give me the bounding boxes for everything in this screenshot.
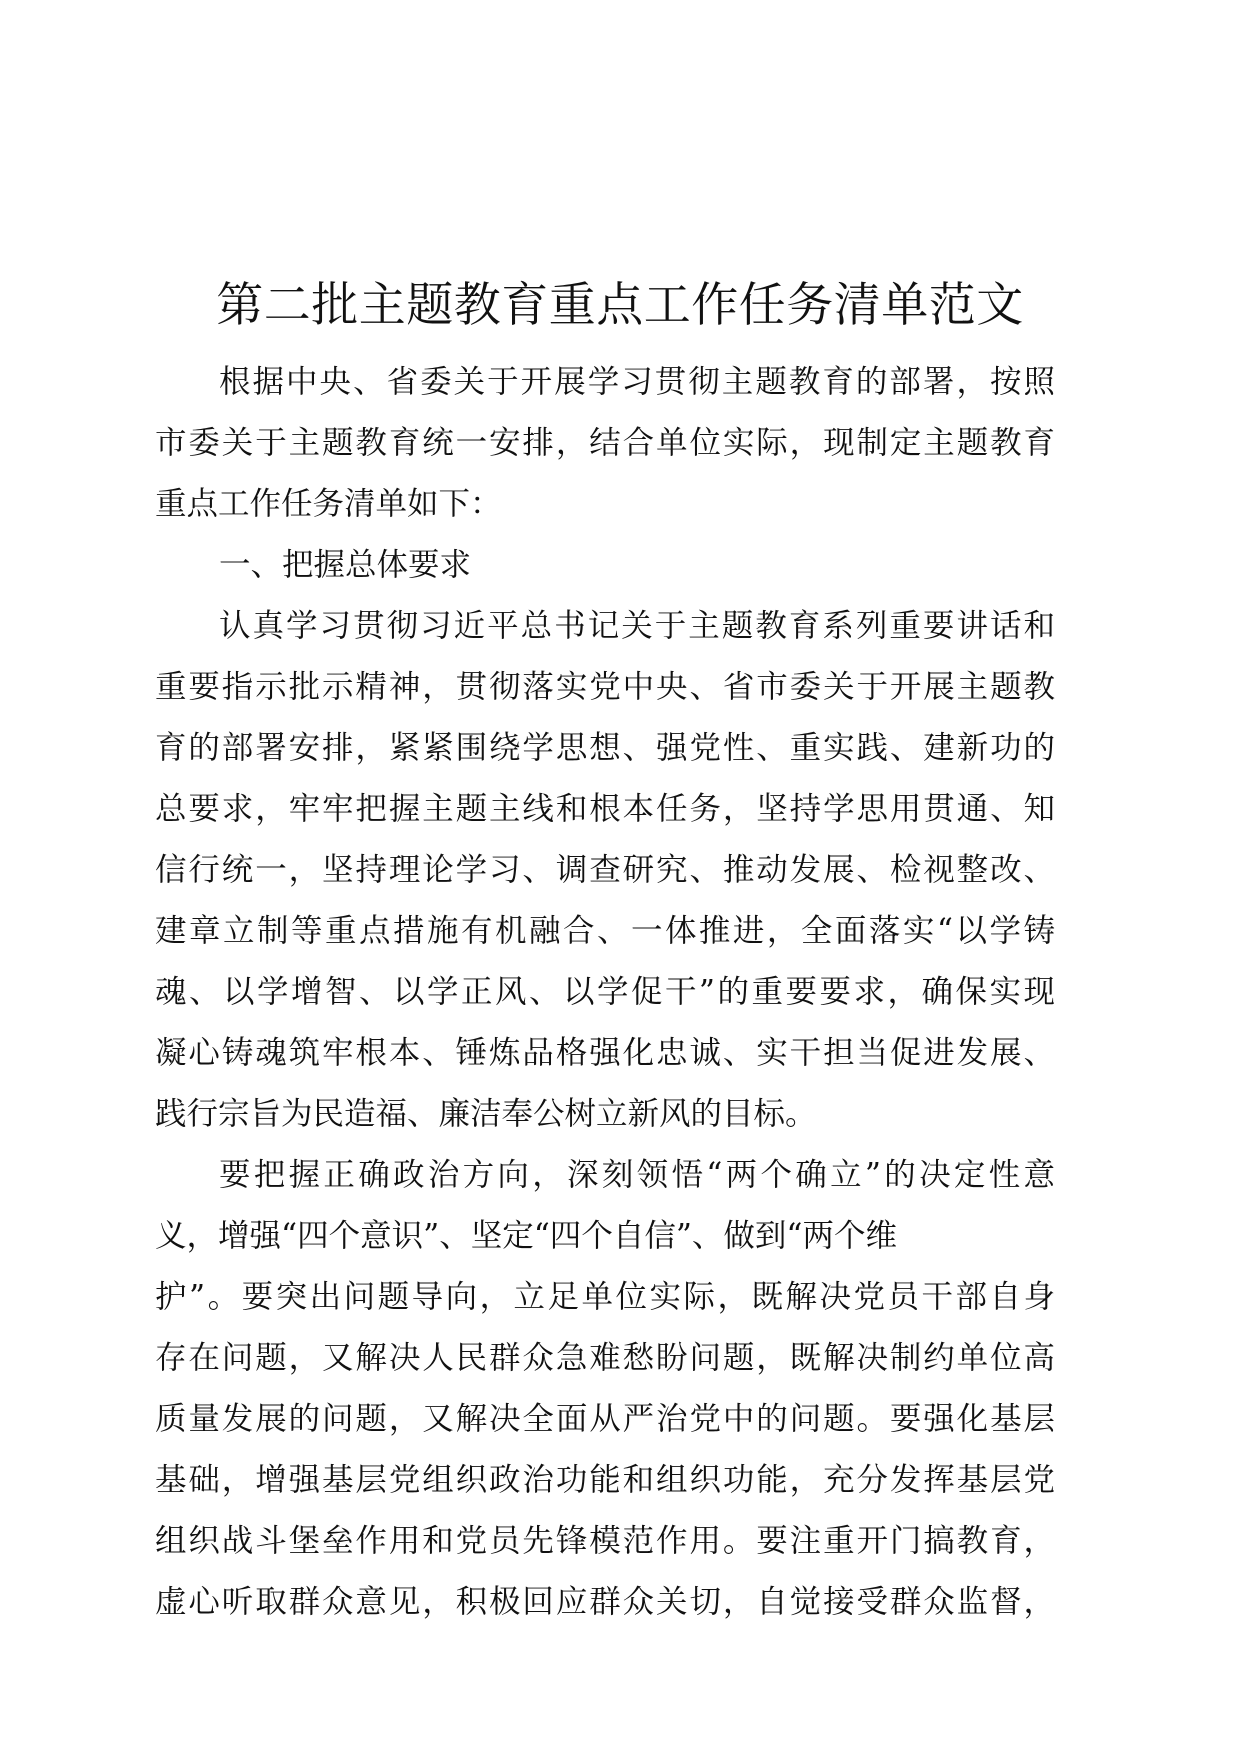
- text-line: 义，增强“四个意识”、坚定“四个自信”、做到“两个维: [155, 1218, 898, 1254]
- paragraph-requirements: [155, 596, 1055, 1145]
- document-body: [155, 352, 1055, 1633]
- text-line: 要把握正确政治方向，深刻领悟“两个确立”的决定性意: [219, 1157, 1055, 1193]
- text-line: 市委关于主题教育统一安排，结合单位实际，现制定主题教育: [155, 425, 1055, 461]
- text-line: 存在问题，又解决人民群众急难愁盼问题，既解决制约单位高: [155, 1340, 1055, 1376]
- document-title: 第二批主题教育重点工作任务清单范文: [216, 278, 1024, 333]
- text-line: 重要指示批示精神，贯彻落实党中央、省市委关于开展主题教: [155, 669, 1055, 705]
- text-line: 重点工作任务清单如下：: [155, 486, 502, 522]
- section-heading: 一、把握总体要求: [219, 547, 472, 583]
- text-line: 凝心铸魂筑牢根本、锤炼品格强化忠诚、实干担当促进发展、: [155, 1035, 1055, 1071]
- text-line: 育的部署安排，紧紧围绕学思想、强党性、重实践、建新功的: [155, 730, 1055, 766]
- text-line: 践行宗旨为民造福、廉洁奉公树立新风的目标。: [155, 1096, 817, 1132]
- text-line: 基础，增强基层党组织政治功能和组织功能，充分发挥基层党: [155, 1462, 1055, 1498]
- text-line: 虚心听取群众意见，积极回应群众关切，自觉接受群众监督，: [155, 1584, 1055, 1620]
- text-line: 根据中央、省委关于开展学习贯彻主题教育的部署，按照: [219, 364, 1055, 400]
- text-line: 质量发展的问题，又解决全面从严治党中的问题。要强化基层: [155, 1401, 1055, 1437]
- text-line: 总要求，牢牢把握主题主线和根本任务，坚持学思用贯通、知: [155, 791, 1055, 827]
- text-line: 信行统一，坚持理论学习、调查研究、推动发展、检视整改、: [155, 852, 1055, 888]
- text-line: 护”。要突出问题导向，立足单位实际，既解决党员干部自身: [155, 1279, 1055, 1315]
- text-line: 建章立制等重点措施有机融合、一体推进，全面落实“以学铸: [155, 913, 1055, 949]
- text-line: 认真学习贯彻习近平总书记关于主题教育系列重要讲话和: [219, 608, 1055, 644]
- paragraph-direction: [155, 1145, 1055, 1633]
- text-line: 组织战斗堡垒作用和党员先锋模范作用。要注重开门搞教育，: [155, 1523, 1055, 1559]
- paragraph-intro: [155, 352, 1055, 535]
- text-line: 魂、以学增智、以学正风、以学促干”的重要要求，确保实现: [155, 974, 1055, 1010]
